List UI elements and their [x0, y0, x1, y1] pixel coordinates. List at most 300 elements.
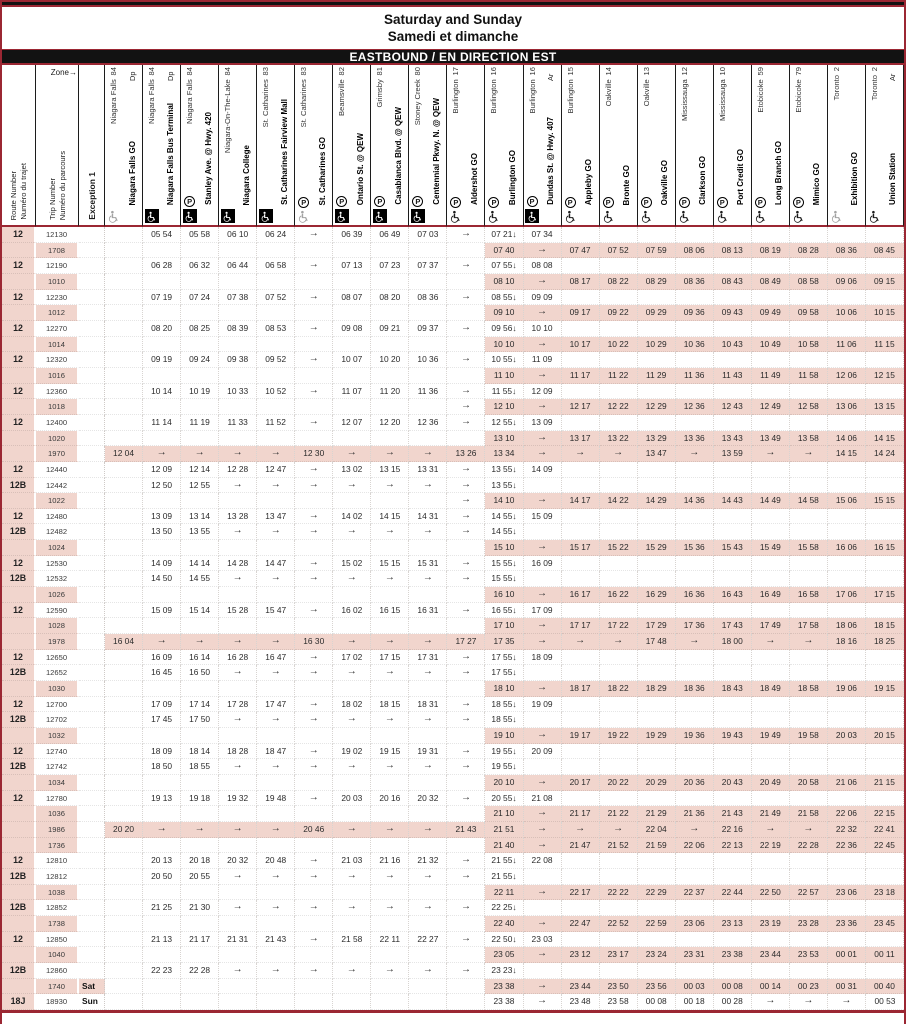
time-cell: 17 35	[485, 634, 523, 650]
time-cell	[371, 274, 409, 290]
time-cell	[105, 478, 143, 494]
time-cell: 15 31	[409, 556, 447, 572]
time-cell: 13 15	[371, 462, 409, 478]
parking-icon: P	[336, 196, 347, 207]
exception-cell	[79, 869, 105, 885]
time-cell: 10 55↓	[485, 352, 523, 368]
time-cell	[790, 603, 828, 619]
time-cell: 16 02	[333, 603, 371, 619]
time-cell: 07 34	[524, 227, 562, 243]
time-cell: 18 15	[371, 697, 409, 713]
time-cell	[143, 838, 181, 854]
time-cell	[295, 728, 333, 744]
time-cell	[295, 493, 333, 509]
time-cell: 17 45	[143, 712, 181, 728]
time-cell	[676, 603, 714, 619]
time-cell	[676, 571, 714, 587]
time-cell	[219, 728, 257, 744]
wheelchair-icon-boxed	[335, 209, 349, 223]
time-cell	[600, 524, 638, 540]
time-cell: 07 21↓	[485, 227, 523, 243]
station-header	[600, 65, 638, 227]
time-cell	[447, 994, 485, 1010]
time-cell	[714, 900, 752, 916]
time-cell	[105, 384, 143, 400]
station-name-lane	[426, 65, 446, 225]
skip-arrow-cell: →	[752, 994, 790, 1010]
time-cell	[600, 478, 638, 494]
time-cell	[257, 399, 295, 415]
time-cell: 11 43	[714, 368, 752, 384]
time-cell: 23 50	[600, 979, 638, 995]
city-zone-label: Oakville 14	[603, 67, 613, 107]
time-cell	[447, 337, 485, 353]
time-cell	[219, 618, 257, 634]
skip-arrow-cell: →	[219, 665, 257, 681]
time-cell: 15 55↓	[485, 556, 523, 572]
time-cell	[295, 274, 333, 290]
time-cell: 06 10	[219, 227, 257, 243]
time-cell	[600, 744, 638, 760]
trip-cell: 12270	[36, 321, 79, 337]
station-header-inner	[219, 65, 256, 225]
time-cell: 23 36	[828, 916, 866, 932]
time-cell: 17 55↓	[485, 665, 523, 681]
time-cell: 10 49	[752, 337, 790, 353]
wheelchair-icon	[868, 210, 881, 223]
time-cell: 23 53	[790, 947, 828, 963]
time-cell: 23 58	[600, 994, 638, 1010]
skip-arrow-cell: →	[257, 900, 295, 916]
time-cell	[143, 806, 181, 822]
exception-cell	[79, 368, 105, 384]
time-cell	[714, 712, 752, 728]
station-name-lane	[312, 65, 332, 225]
skip-arrow-cell: →	[524, 681, 562, 697]
wheelchair-icon	[297, 210, 310, 223]
time-cell: 19 43	[714, 728, 752, 744]
time-cell: 18 14	[181, 744, 219, 760]
skip-arrow-cell: →	[371, 571, 409, 587]
station-header	[105, 65, 143, 227]
city-zone-label: Mississauga 10	[717, 67, 727, 122]
time-cell	[638, 791, 676, 807]
time-cell: 19 15	[371, 744, 409, 760]
time-cell: 13 14	[181, 509, 219, 525]
time-cell: 18 29	[638, 681, 676, 697]
trip-cell: 1736	[36, 838, 79, 854]
route-cell	[2, 885, 36, 901]
skip-arrow-cell: →	[371, 712, 409, 728]
time-cell	[257, 431, 295, 447]
skip-arrow-cell: →	[447, 853, 485, 869]
time-cell	[676, 524, 714, 540]
time-cell	[295, 540, 333, 556]
skip-arrow-cell: →	[295, 712, 333, 728]
time-cell: 15 55↓	[485, 571, 523, 587]
time-cell	[752, 853, 790, 869]
time-cell: 20 09	[524, 744, 562, 760]
time-cell: 06 39	[333, 227, 371, 243]
time-cell: 22 08	[524, 853, 562, 869]
skip-arrow-cell: →	[181, 446, 219, 462]
time-cell: 07 59	[638, 243, 676, 259]
skip-arrow-cell: →	[333, 963, 371, 979]
skip-arrow-cell: →	[333, 446, 371, 462]
time-cell	[143, 618, 181, 634]
time-cell	[105, 947, 143, 963]
time-cell	[714, 963, 752, 979]
time-cell: 19 17	[562, 728, 600, 744]
time-cell	[600, 932, 638, 948]
time-cell: 21 16	[371, 853, 409, 869]
time-cell: 17 06	[828, 587, 866, 603]
exception-cell	[79, 384, 105, 400]
time-cell: 13 47	[638, 446, 676, 462]
time-cell: 13 06	[828, 399, 866, 415]
time-cell: 20 55	[181, 869, 219, 885]
time-cell: 15 09	[524, 509, 562, 525]
wheelchair-icon	[449, 210, 462, 223]
skip-arrow-cell: →	[752, 446, 790, 462]
time-cell	[676, 352, 714, 368]
time-cell: 17 27	[447, 634, 485, 650]
time-cell: 12 17	[562, 399, 600, 415]
time-cell	[752, 603, 790, 619]
time-cell	[714, 384, 752, 400]
time-cell	[447, 979, 485, 995]
title-block	[2, 7, 904, 49]
time-cell: 22 57	[790, 885, 828, 901]
time-cell	[562, 227, 600, 243]
time-cell: 16 36	[676, 587, 714, 603]
time-cell: 20 32	[409, 791, 447, 807]
time-cell	[181, 368, 219, 384]
time-cell	[333, 681, 371, 697]
time-cell	[790, 524, 828, 540]
skip-arrow-cell: →	[524, 916, 562, 932]
time-cell: 23 06	[828, 885, 866, 901]
time-cell	[371, 916, 409, 932]
time-cell: 10 29	[638, 337, 676, 353]
time-cell	[143, 775, 181, 791]
skip-arrow-cell: →	[409, 822, 447, 838]
time-cell	[219, 775, 257, 791]
time-cell: 20 32	[219, 853, 257, 869]
time-cell	[181, 587, 219, 603]
skip-arrow-cell: →	[447, 650, 485, 666]
station-city-lane	[333, 65, 350, 225]
time-cell: 11 15	[866, 337, 904, 353]
time-cell: 18 15	[866, 618, 904, 634]
station-header-inner	[790, 65, 827, 225]
time-cell	[676, 415, 714, 431]
time-cell: 08 20	[371, 290, 409, 306]
time-cell: 13 55↓	[485, 462, 523, 478]
time-cell	[371, 243, 409, 259]
time-cell	[409, 274, 447, 290]
station-name-label: Ontario St. @ QEW	[355, 132, 365, 205]
route-cell	[2, 916, 36, 932]
time-cell: 15 58	[790, 540, 828, 556]
time-cell: 08 55↓	[485, 290, 523, 306]
parking-icon: P	[527, 196, 538, 207]
station-name-label: Casablanca Blvd. @ QEW	[393, 107, 403, 205]
exception-cell	[79, 759, 105, 775]
time-cell	[676, 900, 714, 916]
time-cell	[714, 415, 752, 431]
time-cell	[600, 227, 638, 243]
station-city-lane	[790, 65, 807, 225]
time-cell	[714, 462, 752, 478]
trip-cell: 12740	[36, 744, 79, 760]
route-cell: 12	[2, 415, 36, 431]
time-cell	[105, 399, 143, 415]
route-cell: 12	[2, 744, 36, 760]
time-cell: 09 10	[485, 305, 523, 321]
time-cell: 08 19	[752, 243, 790, 259]
exception-cell	[79, 290, 105, 306]
skip-arrow-cell: →	[333, 571, 371, 587]
route-cell: 12	[2, 321, 36, 337]
station-header	[714, 65, 752, 227]
trip-cell: 12852	[36, 900, 79, 916]
time-cell	[828, 759, 866, 775]
time-cell: 22 06	[676, 838, 714, 854]
time-cell: 21 59	[638, 838, 676, 854]
time-cell: 08 58	[790, 274, 828, 290]
time-cell	[752, 227, 790, 243]
skip-arrow-cell: →	[447, 290, 485, 306]
skip-arrow-cell: →	[295, 384, 333, 400]
trip-cell: 1740	[36, 979, 79, 995]
skip-arrow-cell: →	[257, 822, 295, 838]
wheelchair-icon-boxed	[145, 209, 159, 223]
time-cell	[143, 540, 181, 556]
time-cell	[600, 697, 638, 713]
time-cell: 18 10	[485, 681, 523, 697]
time-cell	[638, 415, 676, 431]
time-cell: 17 48	[638, 634, 676, 650]
time-cell: 21 58	[333, 932, 371, 948]
time-cell: 21 10	[485, 806, 523, 822]
time-cell	[219, 305, 257, 321]
time-cell	[866, 524, 904, 540]
time-cell	[105, 509, 143, 525]
exception-cell	[79, 932, 105, 948]
time-cell	[790, 759, 828, 775]
time-cell	[219, 838, 257, 854]
exception-cell	[79, 744, 105, 760]
time-cell	[866, 791, 904, 807]
time-cell	[219, 885, 257, 901]
time-cell	[638, 665, 676, 681]
time-cell: 18 22	[600, 681, 638, 697]
time-cell	[714, 290, 752, 306]
time-cell: 22 13	[714, 838, 752, 854]
time-cell	[752, 556, 790, 572]
skip-arrow-cell: →	[371, 759, 409, 775]
time-cell	[295, 399, 333, 415]
time-cell	[600, 791, 638, 807]
time-cell: 08 25	[181, 321, 219, 337]
exception-cell	[79, 885, 105, 901]
time-cell	[333, 243, 371, 259]
time-cell: 22 47	[562, 916, 600, 932]
time-cell: 14 31	[409, 509, 447, 525]
time-cell: 22 40	[485, 916, 523, 932]
time-cell: 23 06	[676, 916, 714, 932]
skip-arrow-cell: →	[447, 227, 485, 243]
station-header	[447, 65, 485, 227]
time-cell	[752, 650, 790, 666]
time-cell: 22 52	[600, 916, 638, 932]
time-cell	[447, 916, 485, 932]
time-cell: 17 43	[714, 618, 752, 634]
time-cell: 08 43	[714, 274, 752, 290]
skip-arrow-cell: →	[295, 900, 333, 916]
time-cell: 17 15	[866, 587, 904, 603]
time-cell	[790, 744, 828, 760]
route-number-label-en: Route Number	[9, 170, 18, 220]
time-cell	[181, 806, 219, 822]
time-cell: 13 36	[676, 431, 714, 447]
skip-arrow-cell: →	[219, 478, 257, 494]
time-cell: 12 09	[143, 462, 181, 478]
skip-arrow-cell: →	[447, 759, 485, 775]
time-cell	[866, 556, 904, 572]
skip-arrow-cell: →	[295, 478, 333, 494]
station-name-label: Niagara Falls GO	[127, 140, 137, 205]
skip-arrow-cell: →	[562, 634, 600, 650]
time-cell: 06 32	[181, 258, 219, 274]
time-cell	[219, 979, 257, 995]
time-cell	[866, 258, 904, 274]
time-cell	[181, 540, 219, 556]
time-cell: 09 52	[257, 352, 295, 368]
time-cell	[371, 947, 409, 963]
time-cell: 18 55↓	[485, 712, 523, 728]
time-cell	[371, 540, 409, 556]
exception-cell	[79, 650, 105, 666]
trip-cell: 1978	[36, 634, 79, 650]
station-header-inner	[600, 65, 637, 225]
skip-arrow-cell: →	[524, 822, 562, 838]
skip-arrow-cell: →	[257, 524, 295, 540]
time-cell: 13 34	[485, 446, 523, 462]
zone-label: Zone→	[50, 68, 77, 77]
time-cell	[333, 885, 371, 901]
route-cell: 18J	[2, 994, 36, 1010]
station-name-label: Oakville GO	[660, 159, 670, 205]
time-cell	[714, 524, 752, 540]
time-cell: 15 09	[143, 603, 181, 619]
time-cell: 18 31	[409, 697, 447, 713]
exception-cell	[79, 243, 105, 259]
time-cell	[600, 384, 638, 400]
time-cell	[257, 916, 295, 932]
skip-arrow-cell: →	[524, 775, 562, 791]
time-cell	[638, 712, 676, 728]
time-cell	[105, 415, 143, 431]
time-cell	[714, 744, 752, 760]
time-cell: 00 23	[790, 979, 828, 995]
skip-arrow-cell: →	[447, 493, 485, 509]
time-cell	[333, 806, 371, 822]
time-cell: 21 32	[409, 853, 447, 869]
time-cell	[562, 478, 600, 494]
trip-cell: 12190	[36, 258, 79, 274]
time-cell	[790, 321, 828, 337]
time-cell	[752, 571, 790, 587]
time-cell	[790, 900, 828, 916]
time-cell	[333, 368, 371, 384]
trip-cell: 12650	[36, 650, 79, 666]
time-cell	[447, 368, 485, 384]
time-cell	[866, 853, 904, 869]
station-name-label: St. Catharines Fairview Mall	[279, 99, 289, 205]
station-name-lane	[464, 65, 484, 225]
time-cell	[105, 665, 143, 681]
time-cell: 16 15	[371, 603, 409, 619]
time-cell	[714, 571, 752, 587]
time-cell	[409, 368, 447, 384]
time-cell	[676, 665, 714, 681]
time-cell: 21 58	[790, 806, 828, 822]
time-cell	[638, 932, 676, 948]
time-cell	[828, 524, 866, 540]
skip-arrow-cell: →	[828, 994, 866, 1010]
route-cell: 12	[2, 290, 36, 306]
time-cell: 09 37	[409, 321, 447, 337]
time-cell: 09 22	[600, 305, 638, 321]
time-cell	[828, 227, 866, 243]
trip-cell: 18930	[36, 994, 79, 1010]
station-header-inner	[752, 65, 789, 225]
skip-arrow-cell: →	[447, 321, 485, 337]
time-cell	[752, 900, 790, 916]
time-cell	[790, 963, 828, 979]
time-cell: 13 29	[638, 431, 676, 447]
time-cell	[714, 932, 752, 948]
route-cell	[2, 368, 36, 384]
trip-cell: 12780	[36, 791, 79, 807]
route-cell	[2, 947, 36, 963]
wheelchair-icon	[792, 210, 805, 223]
time-cell: 09 09	[524, 290, 562, 306]
dp-ar-label: Dp	[165, 71, 175, 81]
time-cell: 09 38	[219, 352, 257, 368]
time-cell	[790, 478, 828, 494]
dp-ar-label: Ar	[888, 73, 898, 81]
time-cell: 00 28	[714, 994, 752, 1010]
time-cell: 19 22	[600, 728, 638, 744]
time-cell: 00 31	[828, 979, 866, 995]
skip-arrow-cell: →	[447, 524, 485, 540]
time-cell	[143, 274, 181, 290]
route-cell	[2, 540, 36, 556]
time-cell: 19 55↓	[485, 744, 523, 760]
time-cell	[866, 744, 904, 760]
trip-cell: 1970	[36, 446, 79, 462]
skip-arrow-cell: →	[600, 634, 638, 650]
time-cell: 17 29	[638, 618, 676, 634]
time-cell: 13 09	[143, 509, 181, 525]
city-zone-label: Niagara-On-The-Lake 84	[223, 67, 233, 154]
trip-cell: 1986	[36, 822, 79, 838]
trip-cell: 12442	[36, 478, 79, 494]
skip-arrow-cell: →	[257, 634, 295, 650]
